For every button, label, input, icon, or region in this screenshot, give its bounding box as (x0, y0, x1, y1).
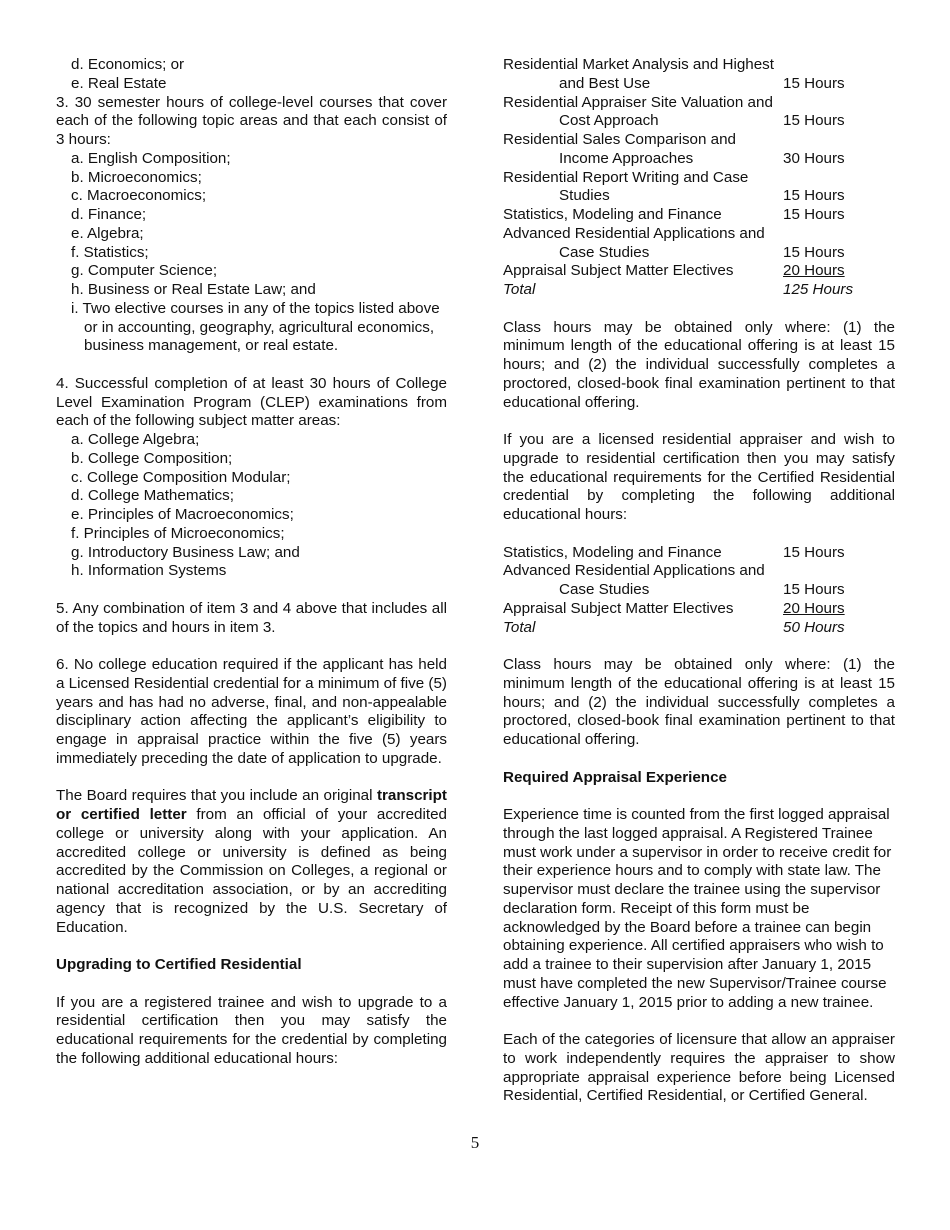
list-item: e. Algebra; (71, 224, 144, 242)
list-item-continued: or in accounting, geography, agricultural economics, (84, 318, 435, 336)
list-item: g. Introductory Business Law; and (71, 543, 300, 561)
bold-phrase: transcript or certified letter (56, 787, 447, 823)
paragraph-item-3: 3. 30 semester hours of college-level courses that cover each of the following topic areas and that each consist of 3 hours: (56, 93, 447, 148)
right-column (503, 56, 895, 1106)
table-row: Cost Approach 15 Hours (559, 112, 845, 130)
section-heading: Required Appraisal Experience (503, 768, 727, 786)
list-item: a. English Composition; (71, 149, 231, 167)
left-column (56, 56, 447, 1069)
list-item: a. College Algebra; (71, 431, 200, 448)
table-row: Appraisal Subject Matter Electives 20 Hours (503, 599, 845, 617)
list-item: c. College Composition Modular; (71, 468, 291, 486)
list-item: e. Principles of Macroeconomics; (71, 506, 294, 523)
list-item: b. Microeconomics; (71, 168, 202, 186)
list-item: e. Real Estate (71, 74, 167, 92)
table-row: Studies 15 Hours (559, 187, 845, 205)
table-row: Residential Market Analysis and Highest (503, 56, 774, 73)
list-item: i. Two elective courses in any of the topics listed above (71, 299, 440, 317)
table-row: Case Studies 15 Hours (559, 581, 845, 598)
hours-table-trainee (503, 56, 895, 300)
table-row: Residential Appraiser Site Valuation and (503, 93, 773, 111)
table-row: Residential Sales Comparison and (503, 131, 737, 148)
section-heading: Upgrading to Certified Residential (56, 956, 302, 973)
paragraph-item-6: 6. No college education required if the applicant has held a Licensed Residential credential for a minimum of five (5) years and has had no adverse, final, and non-appealable disciplinary action affecting the applicant’s eligibility to engage in appraisal practice within the five (5) years immediately preceding the date of application to upgrade. (56, 656, 447, 767)
list-item: f. Statistics; (71, 243, 149, 261)
list-item: d. Economics; or (71, 56, 185, 73)
paragraph-upgrade-trainee: If you are a registered trainee and wish to upgrade to a residential certification then you may satisfy the educational requirements for the credential by completing the following additional educational hours: (56, 993, 447, 1067)
table-row: Residential Report Writing and Case (503, 168, 749, 186)
paragraph-transcript: The Board requires that you include an original transcript or certified letter from an official of your accredited college or university along with your application. An accredited college or university is defined as being accredited by the Commission on Colleges, a regional or national accreditation association, or by an accrediting agency that is recognized by the U.S. Secretary of Education. (56, 787, 447, 936)
table-row: Appraisal Subject Matter Electives 20 Hours (503, 262, 845, 280)
table-total-row: Total 125 Hours (503, 281, 854, 298)
page-number: 5 (470, 1133, 480, 1152)
list-item: c. Macroeconomics; (71, 187, 207, 205)
table-row: Advanced Residential Applications and (503, 224, 765, 242)
paragraph-licensed-upgrade: If you are a licensed residential appraiser and wish to upgrade to residential certification then you may satisfy the educational requirements for the Certified Residential credential by completing the following additional educational hours: (503, 431, 895, 523)
table-row: Advanced Residential Applications and (503, 562, 765, 580)
list-item: g. Computer Science; (71, 262, 218, 280)
list-item: f. Principles of Microeconomics; (71, 524, 285, 542)
paragraph-item-5: 5. Any combination of item 3 and 4 above that includes all of the topics and hours in item 3. (56, 599, 447, 636)
list-item: h. Information Systems (71, 562, 227, 580)
table-row: and Best Use 15 Hours (559, 74, 845, 92)
table-row: Statistics, Modeling and Finance 15 Hours (503, 206, 845, 223)
table-row: Income Approaches 30 Hours (559, 149, 845, 167)
table-row: Case Studies 15 Hours (559, 243, 845, 261)
paragraph-class-hours: Class hours may be obtained only where: (1) the minimum length of the educational offering is at least 15 hours; and (2) the individual successfully completes a proctored, closed-book final examination pertinent to that educational offering. (503, 318, 895, 411)
table-total-row: Total 50 Hours (503, 618, 845, 636)
paragraph-class-hours: Class hours may be obtained only where: (1) the minimum length of the educational offering is at least 15 hours; and (2) the individual successfully completes a proctored, closed-book final examination pertinent to that educational offering. (503, 656, 895, 748)
list-item-continued: business management, or real estate. (84, 337, 339, 355)
hours-table-licensed (503, 544, 895, 638)
list-item: b. College Composition; (71, 449, 233, 467)
list-item: h. Business or Real Estate Law; and (71, 281, 316, 298)
list-item: d. Finance; (71, 206, 147, 223)
paragraph-categories: Each of the categories of licensure that allow an appraiser to work independently requires the appraiser to show appropriate appraisal experience before being Licensed Residential, Certified Residential, or Certified General. (503, 1031, 895, 1105)
list-item: d. College Mathematics; (71, 487, 234, 505)
table-row: Statistics, Modeling and Finance 15 Hours (503, 543, 845, 561)
paragraph-experience: Experience time is counted from the first logged appraisal through the last logged appraisal. A Registered Trainee must work under a supervisor in order to receive credit for their experience hours and to comply with state law. The supervisor must declare the trainee using the supervisor declaration form. Receipt of this form must be acknowledged by the Board before a trainee can begin obtaining experience. All certified appraisers who wish to add a trainee to their supervision after January 1, 2015 must have completed the new Supervisor/Trainee course effective January 1, 2015 prior to adding a new trainee. (503, 806, 892, 1011)
paragraph-item-4: 4. Successful completion of at least 30 hours of College Level Examination Program (CLEP) examinations from each of the following subject matter areas: (56, 374, 447, 430)
